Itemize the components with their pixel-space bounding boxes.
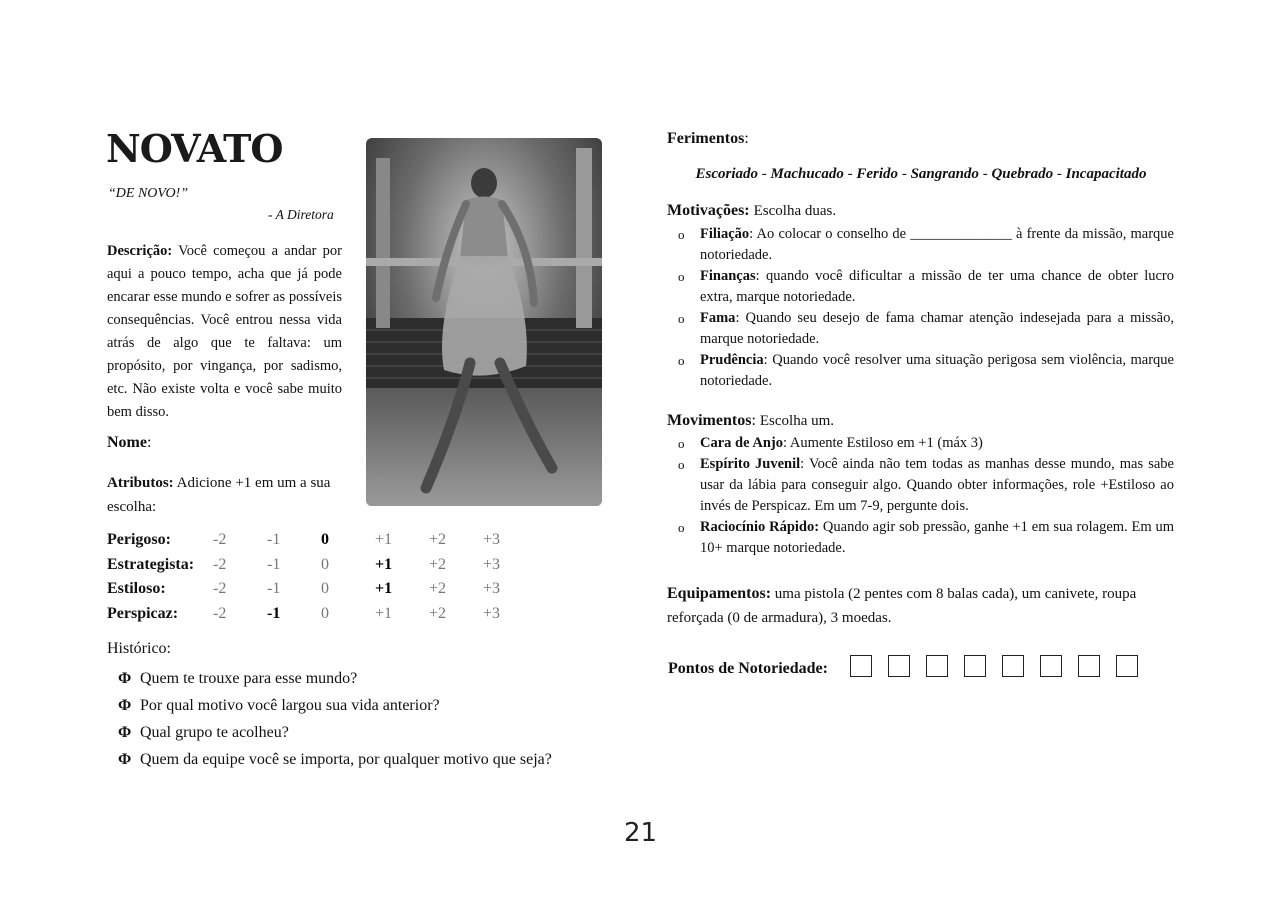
attributes-label: Atributos: <box>107 475 174 491</box>
attribute-row <box>107 553 537 578</box>
attribute-name: Estiloso: <box>107 580 166 598</box>
motivation-name: Finanças <box>700 268 756 284</box>
motivation-description: quando você dificultar a missão de ter uma chance de obter lucro extra, marque notoriedade. <box>700 268 1175 305</box>
motivation-description: Ao colocar o conselho de ______________ à frente da missão, marque notoriedade. <box>700 226 1174 263</box>
equipment-label: Equipamentos: <box>667 585 772 602</box>
phi-bullet-icon: Φ <box>118 751 132 768</box>
motivation-option <box>678 308 1174 350</box>
description <box>107 240 342 424</box>
wounds-track: Escoriado - Machucado - Ferido - Sangrando - Quebrado - Incapacitado <box>695 166 1147 182</box>
wounds-heading: Ferimentos: <box>667 130 749 147</box>
attribute-value: +1 <box>375 531 393 549</box>
attribute-value: +2 <box>429 604 447 622</box>
attribute-value: +1 <box>375 555 393 573</box>
wounds-label: Ferimentos <box>667 130 745 147</box>
move-text: Espírito Juvenil: Você ainda não tem todas as manhas desse mundo, mas sabe usar da lábia para conseguir algo. Quando obter informações, role +Estiloso ao invés de Perspicaz. Em um 7-9, pergunte dois. <box>700 456 1174 514</box>
move-description: Aumente Estiloso em +1 (máx 3) <box>789 435 983 451</box>
description-label: Descrição: <box>107 243 173 259</box>
history-question-text: Quem da equipe você se importa, por qualquer motivo que seja? <box>140 751 552 768</box>
wound-level: Machucado <box>770 166 844 182</box>
attribute-row <box>107 577 537 602</box>
name-field: Nome: <box>107 434 152 451</box>
wound-level: Ferido <box>856 166 899 182</box>
attribute-value: +2 <box>429 555 447 573</box>
motivation-text: Prudência: Quando você resolver uma situação perigosa sem violência, marque notoriedade. <box>700 352 1174 389</box>
circle-bullet-icon: o <box>678 269 685 284</box>
attribute-value: +3 <box>483 531 501 549</box>
history-question-text: Quem te trouxe para esse mundo? <box>140 670 358 687</box>
attribute-value: +2 <box>429 531 447 549</box>
circle-bullet-icon: o <box>678 353 685 368</box>
attribute-value: -2 <box>213 604 227 622</box>
attribute-value: -1 <box>267 604 281 622</box>
notoriety-checkbox[interactable] <box>926 655 948 677</box>
attribute-value: +3 <box>483 555 501 573</box>
character-photo <box>366 138 602 506</box>
attributes-intro <box>107 471 337 519</box>
phi-bullet-icon: Φ <box>118 670 132 687</box>
motivations-hint: Escolha duas. <box>753 203 837 219</box>
motivation-description: Quando você resolver uma situação perigosa sem violência, marque notoriedade. <box>700 352 1174 389</box>
attributes-text: Adicione +1 em um a sua escolha: <box>107 475 331 515</box>
motivation-text: Fama: Quando seu desejo de fama chamar atenção indesejada para a missão, marque notoriedade. <box>700 310 1174 347</box>
notoriety-checkbox[interactable] <box>888 655 910 677</box>
motivations-label: Motivações: <box>667 202 750 219</box>
attribute-value: 0 <box>321 531 329 549</box>
motivations-list <box>678 224 1174 392</box>
motivation-option <box>678 224 1174 266</box>
circle-bullet-icon: o <box>678 227 685 242</box>
attribute-name: Perigoso: <box>107 531 171 549</box>
attribute-value: +3 <box>483 604 501 622</box>
motivation-text: Finanças: quando você dificultar a missão de ter uma chance de obter lucro extra, marque notoriedade. <box>700 268 1175 305</box>
notoriety-checkbox[interactable] <box>1040 655 1062 677</box>
attribute-value: -1 <box>267 580 281 598</box>
history-question <box>118 666 552 693</box>
move-option <box>678 517 1174 559</box>
move-option <box>678 454 1174 517</box>
moves-hint: Escolha um. <box>759 413 835 429</box>
motivation-description: Quando seu desejo de fama chamar atenção indesejada para a missão, marque notoriedade. <box>700 310 1174 347</box>
moves-heading: Movimentos: Escolha um. <box>667 412 835 429</box>
motivation-name: Prudência <box>700 352 764 368</box>
circle-bullet-icon: o <box>678 457 685 472</box>
motivation-text: Filiação: Ao colocar o conselho de ______________ à frente da missão, marque notoriedade. <box>700 226 1174 263</box>
motivation-name: Fama <box>700 310 736 326</box>
notoriety-checkbox[interactable] <box>964 655 986 677</box>
attributes-table <box>107 528 537 626</box>
wound-level: Sangrando <box>910 166 979 182</box>
notoriety-checkbox[interactable] <box>850 655 872 677</box>
circle-bullet-icon: o <box>678 311 685 326</box>
move-description: Quando agir sob pressão, ganhe +1 em sua rolagem. Em um 10+ marque notoriedade. <box>700 519 1175 556</box>
attribute-name: Estrategista: <box>107 555 195 573</box>
move-option <box>678 433 1174 454</box>
attribute-value: 0 <box>321 555 329 573</box>
history-question <box>118 747 552 774</box>
quote-author: - A Diretora <box>268 207 334 222</box>
attribute-value: 0 <box>321 604 329 622</box>
notoriety-boxes <box>850 655 1138 677</box>
wound-level: Escoriado <box>695 166 759 182</box>
class-quote: “DE NOVO!” <box>108 186 189 201</box>
motivation-name: Filiação <box>700 226 750 242</box>
attribute-value: -2 <box>213 531 227 549</box>
attribute-value: -1 <box>267 531 281 549</box>
attribute-value: 0 <box>321 580 329 598</box>
history-label: Histórico: <box>107 640 171 657</box>
motivations-heading <box>667 202 836 220</box>
history-list <box>118 666 552 774</box>
attribute-value: +3 <box>483 580 501 598</box>
move-text <box>700 517 1174 559</box>
attribute-row <box>107 528 537 553</box>
wound-level: Quebrado <box>991 166 1054 182</box>
notoriety-label: Pontos de Notoriedade <box>668 660 823 677</box>
history-question <box>118 720 552 747</box>
move-text: Cara de Anjo: Aumente Estiloso em +1 (máx 3) <box>700 435 983 451</box>
history-question <box>118 693 552 720</box>
attribute-value: +2 <box>429 580 447 598</box>
moves-list <box>678 433 1174 559</box>
history-question-text: Qual grupo te acolheu? <box>140 724 289 741</box>
move-name: Cara de Anjo <box>700 435 783 451</box>
move-description: Você ainda não tem todas as manhas desse mundo, mas sabe usar da lábia para conseguir algo. Quando obter informações, role +Estiloso ao invés de Perspicaz. Em um 7-9, pergunte dois. <box>700 456 1174 514</box>
equipment-text: uma pistola (2 pentes com 8 balas cada), um canivete, roupa reforçada (0 de armadura), 3 moedas. <box>667 586 1137 626</box>
notoriety-checkbox[interactable] <box>1078 655 1100 677</box>
equipment <box>667 582 1177 630</box>
history-question-text: Por qual motivo você largou sua vida anterior? <box>140 697 440 714</box>
phi-bullet-icon: Φ <box>118 697 132 714</box>
move-name: Espírito Juvenil <box>700 456 801 472</box>
wound-level: Incapacitado <box>1065 166 1147 182</box>
phi-bullet-icon: Φ <box>118 724 132 741</box>
dancer-illustration <box>366 138 602 506</box>
notoriety-heading: Pontos de Notoriedade: <box>668 660 828 677</box>
name-label: Nome <box>107 434 147 451</box>
page-number: 21 <box>623 818 658 848</box>
attribute-name: Perspicaz: <box>107 604 179 622</box>
move-name: Raciocínio Rápido: <box>700 519 820 535</box>
description-text: Você começou a andar por aqui a pouco tempo, acha que já pode encarar esse mundo e sofrer as possíveis consequências. Você entrou nessa vida atrás de algo que te faltava: um propósito, por vingança, por sadismo, etc. Não existe volta e você sabe muito bem disso. <box>107 243 342 420</box>
circle-bullet-icon: o <box>678 520 685 535</box>
notoriety-checkbox[interactable] <box>1002 655 1024 677</box>
class-title: NOVATO <box>106 126 283 171</box>
attribute-value: -2 <box>213 555 227 573</box>
attribute-value: +1 <box>375 604 393 622</box>
motivation-option <box>678 266 1174 308</box>
moves-label: Movimentos <box>667 412 752 429</box>
attribute-value: -1 <box>267 555 281 573</box>
attribute-value: -2 <box>213 580 227 598</box>
motivation-option <box>678 350 1174 392</box>
attribute-row <box>107 602 537 627</box>
attribute-value: +1 <box>375 580 393 598</box>
circle-bullet-icon: o <box>678 436 685 451</box>
notoriety-checkbox[interactable] <box>1116 655 1138 677</box>
